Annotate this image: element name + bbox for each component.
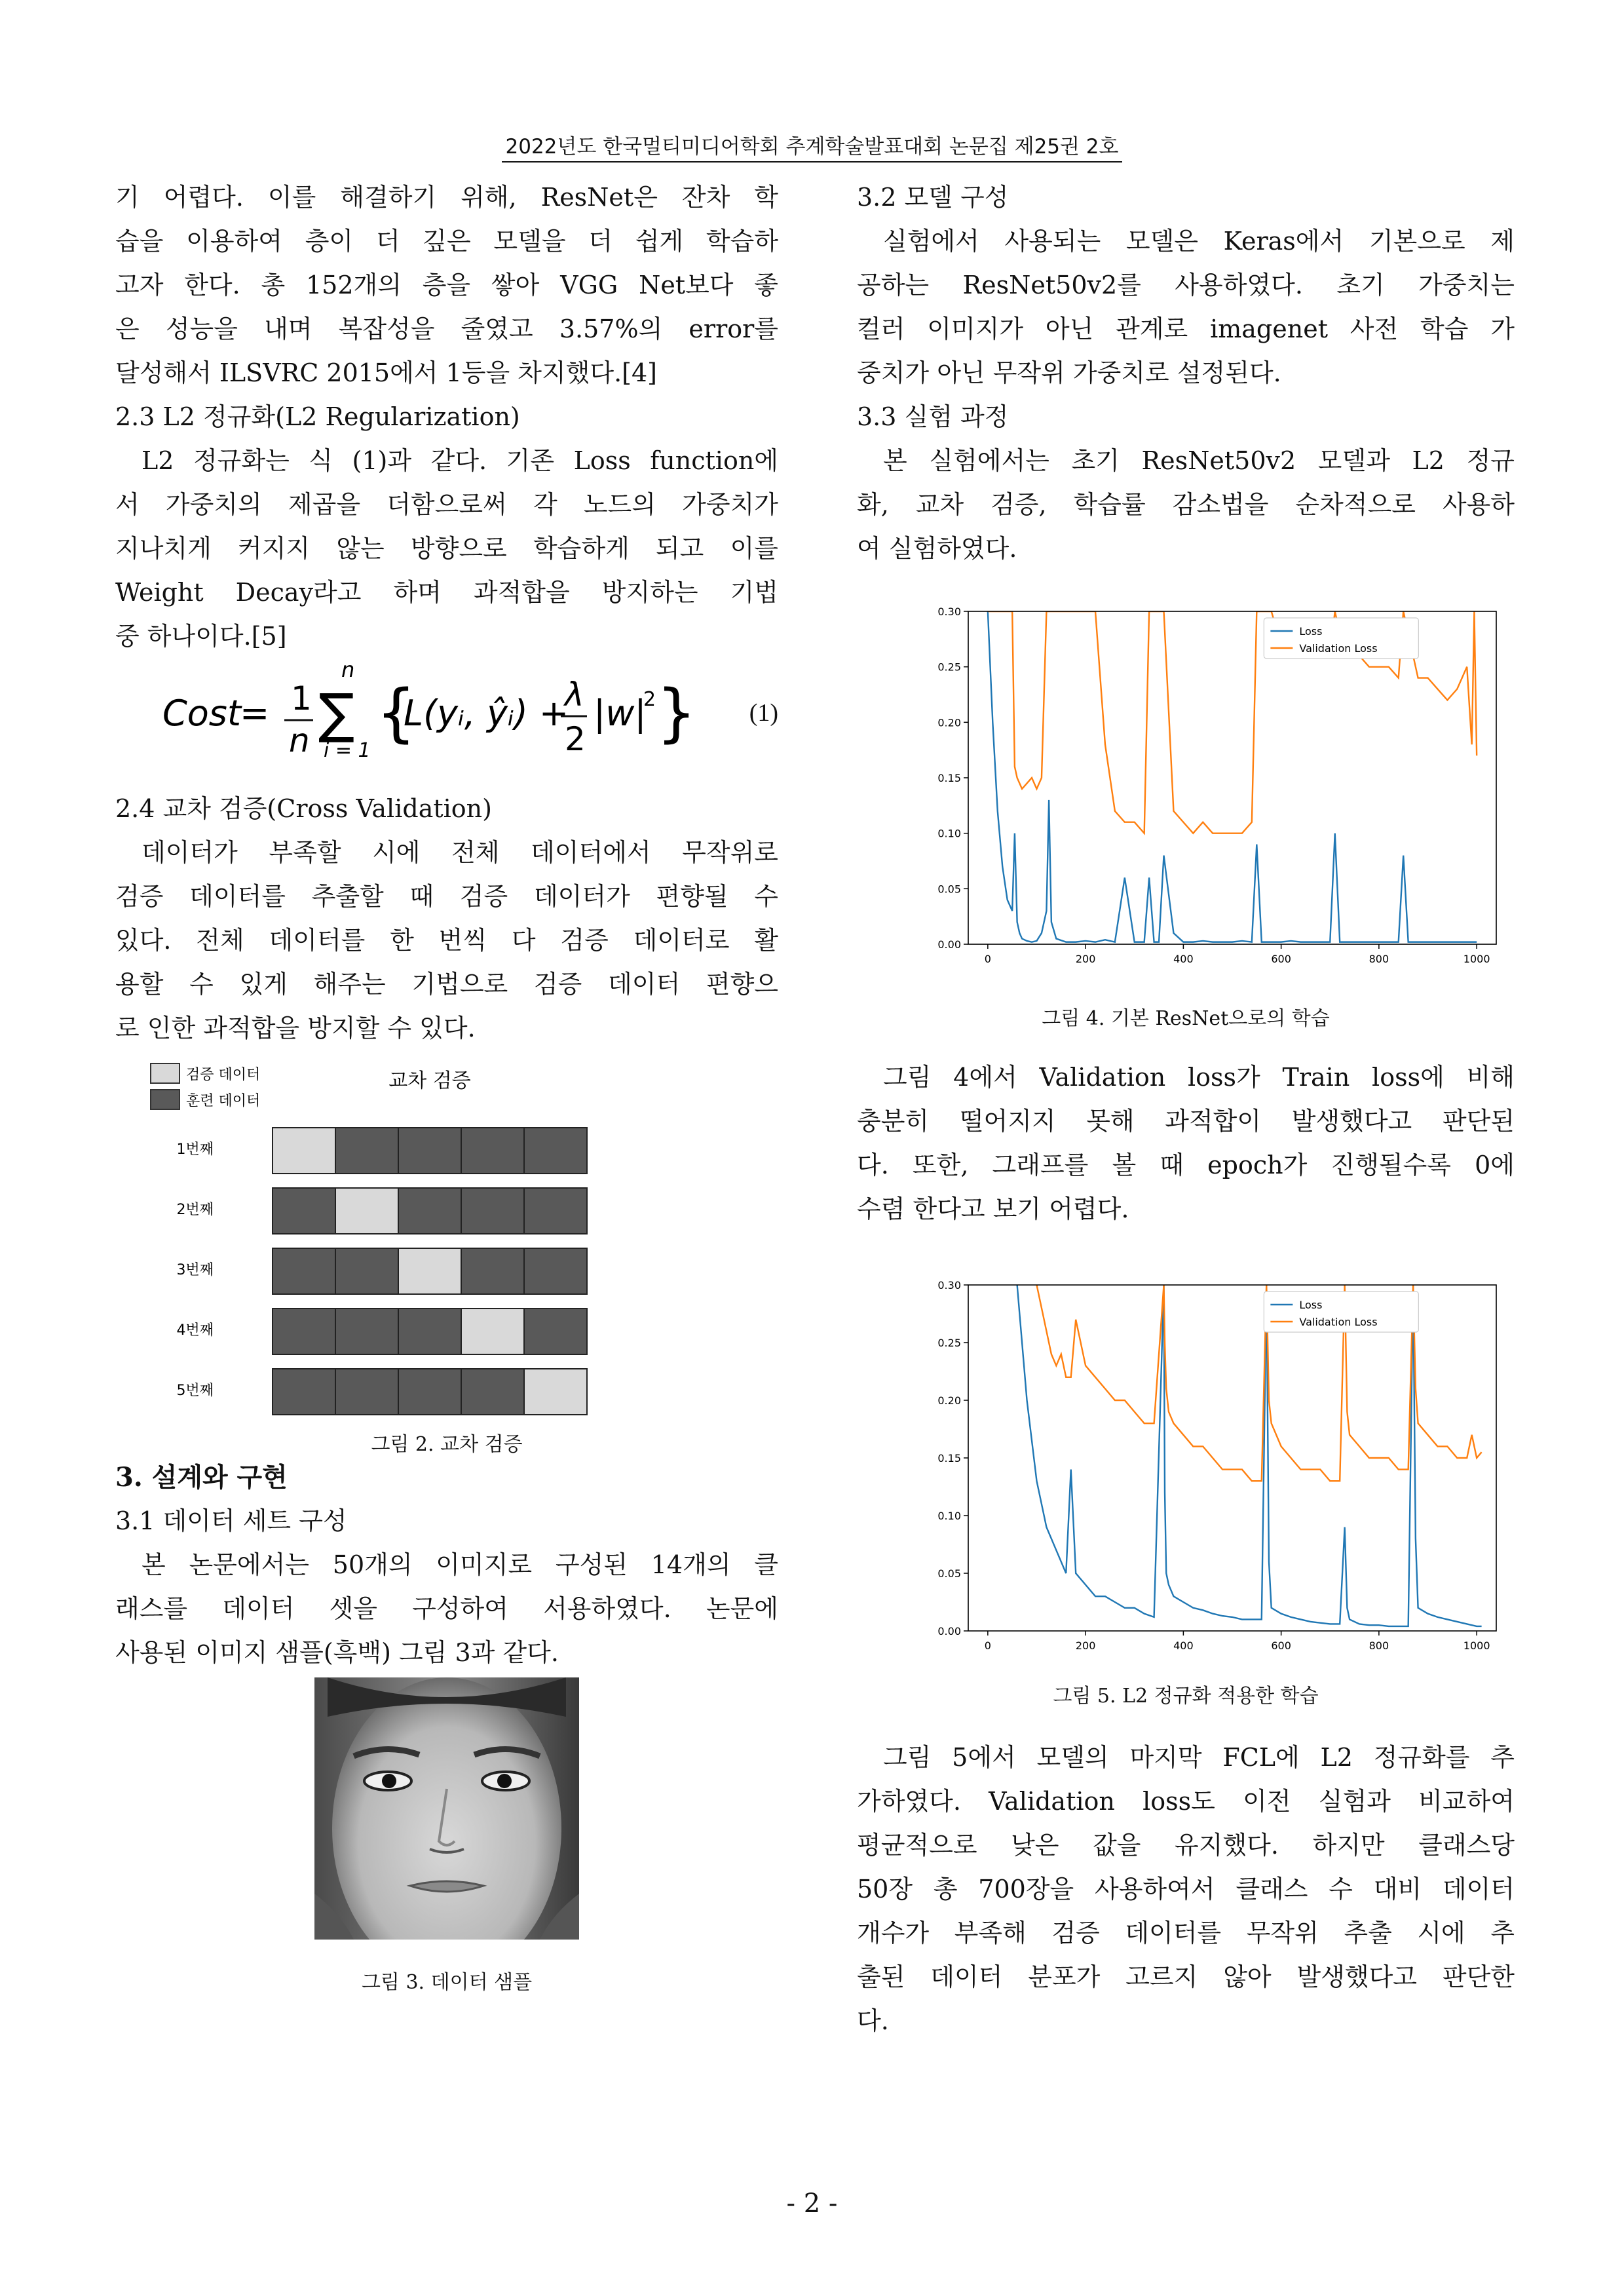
section-2-3-heading: 2.3 L2 정규화(L2 Regularization) <box>115 402 520 431</box>
paragraph-cross-validation: 데이터가 부족할 시에 전체 데이터에서 무작위로 검증 데이터를 추출할 때 검증 데이터가 편향될 수 있다. 전체 데이터를 한 번씩 다 검증 데이터로 활 용할 수 있게 해주는 기법으로 검증 데이터 편향으 로 인한 과적합을 방지할 수 있다. <box>115 838 778 1043</box>
section-3-heading: 3. 설계와 구현 <box>115 1462 288 1493</box>
fold-block-train <box>461 1188 524 1234</box>
legend-label: Validation Loss <box>1299 1316 1378 1328</box>
fold-block-validation <box>524 1369 587 1415</box>
x-tick-label: 600 <box>1271 953 1291 965</box>
fold-block-train <box>335 1309 398 1354</box>
legend-label: Validation Loss <box>1299 642 1378 655</box>
y-tick-label: 0.10 <box>937 827 961 840</box>
legend-label: Loss <box>1299 1299 1323 1311</box>
x-tick-label: 800 <box>1369 1639 1389 1652</box>
fold-block-validation <box>398 1248 461 1294</box>
fold-block-validation <box>273 1128 335 1174</box>
formula-lambda: λ <box>565 676 584 714</box>
figure-4-caption: 그림 4. 기본 ResNet으로의 학습 <box>1042 1007 1330 1030</box>
fold-block-train <box>335 1248 398 1294</box>
equation-1 <box>115 659 778 763</box>
right-column <box>857 176 1515 2043</box>
face-sample-image <box>314 1677 579 1940</box>
figure-5 <box>857 1231 1515 1736</box>
series-line-loss <box>988 611 1477 942</box>
x-tick-label: 1000 <box>1463 1639 1490 1652</box>
formula-sq: 2 <box>643 688 656 711</box>
figure-4 <box>857 571 1515 1056</box>
fold-block-train <box>461 1369 524 1415</box>
fold-label: 2번째 <box>176 1202 214 1218</box>
y-tick-label: 0.30 <box>937 1279 961 1292</box>
formula-two: 2 <box>565 720 586 758</box>
fold-block-train <box>273 1309 335 1354</box>
fold-block-train <box>335 1369 398 1415</box>
plot-area <box>1017 1285 1482 1626</box>
section-3-2-heading: 3.2 모델 구성 <box>857 183 1009 212</box>
x-tick-label: 800 <box>1369 953 1389 965</box>
y-tick-label: 0.15 <box>937 1452 961 1464</box>
fold-block-train <box>273 1188 335 1234</box>
x-tick-label: 400 <box>1173 1639 1194 1652</box>
fold-block-train <box>398 1188 461 1234</box>
legend-label: Loss <box>1299 625 1323 638</box>
paragraph-experiment: 본 실험에서는 초기 ResNet50v2 모델과 L2 정규 화, 교차 검증, 학습률 감소법을 순차적으로 사용하 여 실험하였다. <box>857 446 1515 563</box>
x-tick-label: 200 <box>1075 953 1096 965</box>
y-tick-label: 0.25 <box>937 1337 961 1349</box>
fold-block-train <box>461 1248 524 1294</box>
diagram-title: 교차 검증 <box>388 1069 471 1092</box>
y-tick-label: 0.20 <box>937 1394 961 1407</box>
fold-block-train <box>461 1128 524 1174</box>
chart-l2-resnet <box>925 1277 1501 1657</box>
fold-block-train <box>273 1248 335 1294</box>
legend-val-swatch <box>151 1063 179 1083</box>
formula-upper: n <box>341 659 355 682</box>
fold-label: 1번째 <box>176 1141 214 1158</box>
fold-block-train <box>335 1128 398 1174</box>
formula-lbrace: { <box>376 676 417 750</box>
paragraph-model: 실험에서 사용되는 모델은 Keras에서 기본으로 제 공하는 ResNet50v2를 사용하였다. 초기 가중치는 컬러 이미지가 아닌 관계로 imagenet 사전 학습 가 중치가 아닌 무작위 가중치로 설정된다. <box>857 227 1515 387</box>
running-header: 2022년도 한국멀티미디어학회 추계학술발표대회 논문집 제25권 2호 <box>0 130 1624 159</box>
formula-n: n <box>289 721 310 759</box>
y-tick-label: 0.15 <box>937 772 961 784</box>
figure-3 <box>115 1675 778 2002</box>
figure-3-caption: 그림 3. 데이터 샘플 <box>361 1971 533 1994</box>
y-tick-label: 0.10 <box>937 1510 961 1522</box>
y-tick-label: 0.25 <box>937 660 961 674</box>
left-column <box>115 176 778 2002</box>
chart-basic-resnet <box>925 603 1501 970</box>
x-tick-label: 400 <box>1173 953 1194 965</box>
fold-block-train <box>524 1128 587 1174</box>
formula-one: 1 <box>291 679 312 718</box>
fold-block-validation <box>461 1309 524 1354</box>
x-tick-label: 600 <box>1271 1639 1291 1652</box>
page-number: - 2 - <box>786 2189 838 2219</box>
formula-w: |w| <box>594 693 647 734</box>
y-tick-label: 0.20 <box>937 716 961 729</box>
legend-val-label: 검증 데이터 <box>186 1067 261 1083</box>
fold-block-train <box>398 1309 461 1354</box>
legend-train-label: 훈련 데이터 <box>186 1093 261 1109</box>
figure-2 <box>115 1050 778 1456</box>
fold-block-train <box>398 1369 461 1415</box>
y-tick-label: 0.00 <box>937 938 961 951</box>
fold-label: 3번째 <box>176 1262 214 1278</box>
x-tick-label: 0 <box>984 1639 991 1652</box>
section-3-1-heading: 3.1 데이터 세트 구성 <box>115 1506 347 1535</box>
y-tick-label: 0.30 <box>937 605 961 618</box>
formula-eq: = <box>240 693 270 734</box>
fold-block-validation <box>335 1188 398 1234</box>
legend <box>1264 618 1418 659</box>
paragraph-dataset: 본 논문에서는 50개의 이미지로 구성된 14개의 클 래스를 데이터 셋을 구성하여 서용하였다. 논문에 사용된 이미지 샘플(흑백) 그림 3과 같다. <box>115 1550 778 1667</box>
section-2-4-heading: 2.4 교차 검증(Cross Validation) <box>115 794 492 823</box>
paragraph-l2: L2 정규화는 식 (1)과 같다. 기존 Loss function에 서 가중치의 제곱을 더함으로써 각 노드의 가중치가 지나치게 커지지 않는 방향으로 학습하게 되고 이를 Weight Decay라고 하며 과적합을 방지하는 기법 중 하나이다.[5] <box>115 446 778 651</box>
fold-block-train <box>524 1309 587 1354</box>
equation-number: (1) <box>749 699 778 727</box>
section-3-3-heading: 3.3 실험 과정 <box>857 402 1009 431</box>
fold-block-train <box>273 1369 335 1415</box>
x-tick-label: 200 <box>1075 1639 1096 1652</box>
x-tick-label: 1000 <box>1463 953 1490 965</box>
formula-sum: ∑ <box>318 683 355 745</box>
fold-block-train <box>524 1188 587 1234</box>
fold-block-train <box>524 1248 587 1294</box>
figure-5-caption: 그림 5. L2 정규화 적용한 학습 <box>1053 1685 1319 1708</box>
formula-body: L(yᵢ, ŷᵢ) + <box>404 693 569 734</box>
paragraph-resnet: 기 어렵다. 이를 해결하기 위해, ResNet은 잔차 학 습을 이용하여 층이 더 깊은 모델을 더 쉽게 학습하 고자 한다. 총 152개의 층을 쌓아 VGG Net보다 좋 은 성능을 내며 복잡성을 줄였고 3.57%의 error를 달성해서 ILSVRC 2015에서 1등을 차지했다.[4] <box>115 183 778 387</box>
y-tick-label: 0.05 <box>937 1567 961 1580</box>
paragraph-fig5-analysis: 그림 5에서 모델의 마지막 FCL에 L2 정규화를 추 가하였다. Validation loss도 이전 실험과 비교하여 평균적으로 낮은 값을 유지했다. 하지만 클래스당 50장 총 700장을 사용하여서 클래스 수 대비 데이터 개수가 부족해 검증 데이터를 무작위 추출 시에 추 출된 데이터 분포가 고르지 않아 발생했다고 판단한 다. <box>857 1743 1515 2035</box>
formula-rbrace: } <box>656 676 697 750</box>
legend-train-swatch <box>151 1090 179 1109</box>
fold-label: 4번째 <box>176 1322 214 1339</box>
fold-label: 5번째 <box>176 1383 214 1399</box>
plot-area <box>988 611 1477 942</box>
fold-block-train <box>398 1128 461 1174</box>
formula-lower: i = 1 <box>324 739 371 762</box>
paragraph-fig4-analysis: 그림 4에서 Validation loss가 Train loss에 비해 충분히 떨어지지 못해 과적합이 발생했다고 판단된 다. 또한, 그래프를 볼 때 epoch가 진행될수록 0에 수렴 한다고 보기 어렵다. <box>857 1063 1515 1223</box>
cross-validation-diagram <box>115 1050 778 1433</box>
y-tick-label: 0.00 <box>937 1625 961 1637</box>
figure-2-caption: 그림 2. 교차 검증 <box>371 1433 523 1456</box>
formula-lhs: Cost <box>162 693 242 734</box>
legend <box>1264 1292 1418 1332</box>
y-tick-label: 0.05 <box>937 883 961 896</box>
x-tick-label: 0 <box>984 953 991 965</box>
